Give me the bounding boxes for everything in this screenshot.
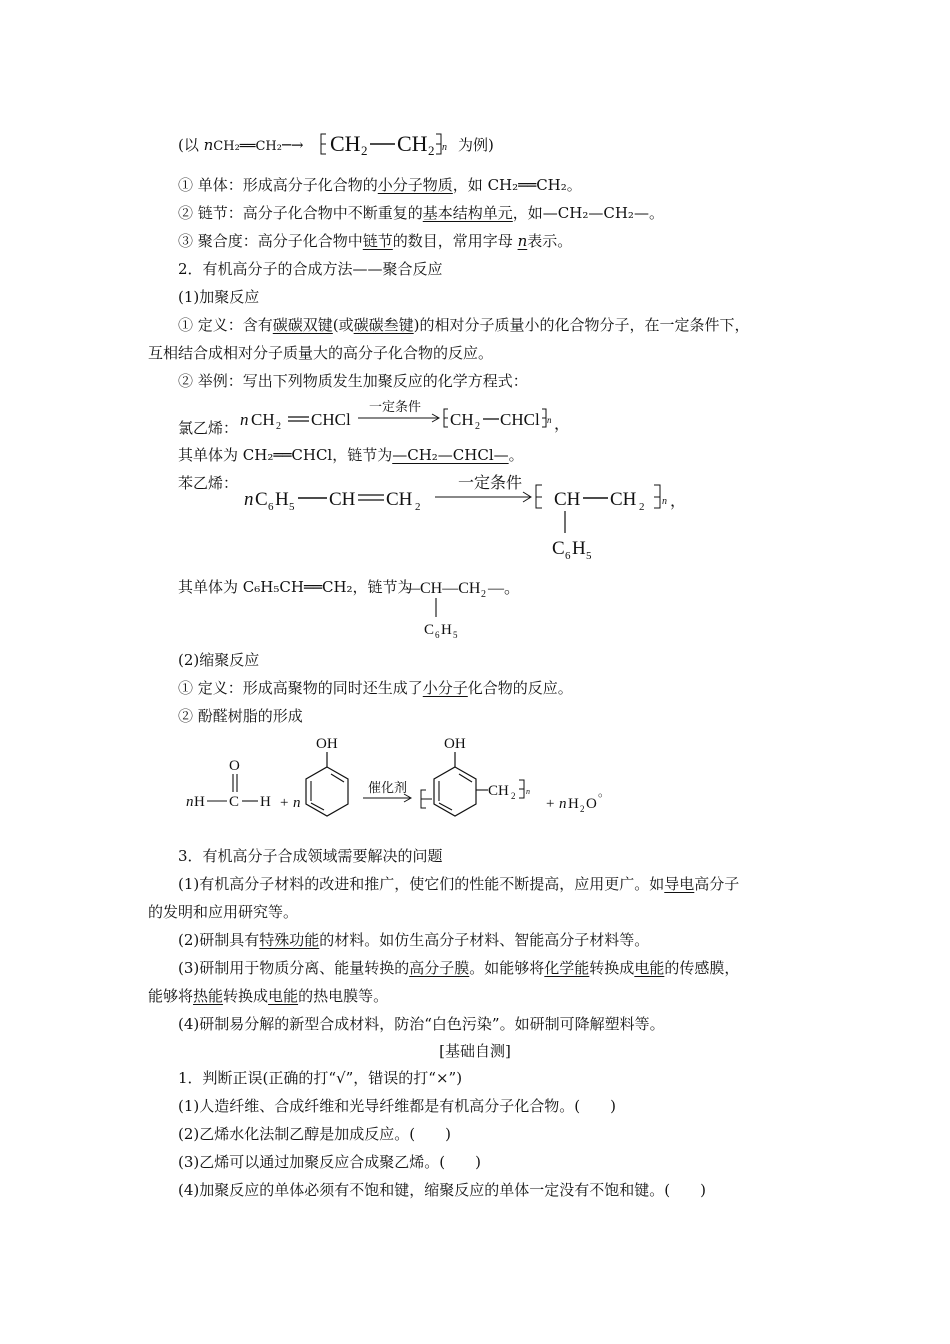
section3-p3-mid1: 。如能够将 — [469, 959, 545, 977]
product-ch: CH — [488, 783, 509, 799]
pe-sub-b: 2 — [428, 143, 435, 158]
addition-example-intro: ② 举例：写出下列物质发生加聚反应的化学方程式： — [178, 372, 528, 390]
concept-degree-post: 表示。 — [527, 232, 573, 250]
pr-n3: n — [559, 796, 567, 812]
section3-p1-line2: 的发明和应用研究等。 — [148, 903, 299, 921]
section3-p3-key1: 高分子膜 — [409, 959, 470, 977]
product-ring-db2 — [439, 803, 452, 810]
st-condition: 一定条件 — [458, 475, 523, 492]
bracket-right — [436, 134, 441, 154]
concept-degree-pre: ③ 聚合度：高分子化合物中 — [178, 232, 363, 250]
pr-h1: H — [194, 794, 205, 810]
phenolic-resin-equation — [180, 730, 640, 840]
st-n: n — [244, 489, 254, 510]
pr-water-h: H — [568, 796, 579, 812]
vc-monomer-post: 。 — [508, 446, 524, 464]
st-product-sub2: 2 — [639, 501, 645, 513]
section3-p3-l2-post: 的热电膜等。 — [298, 987, 389, 1005]
pr-bracket-right — [519, 780, 524, 798]
pe-ch-b: CH — [397, 131, 428, 156]
pr-n-sub: n — [526, 787, 530, 796]
phenol-ring — [306, 767, 348, 816]
addition-def-key2: 碳碳叁键 — [353, 316, 414, 334]
concept-chain-post: ，如—CH₂—CH₂—。 — [512, 204, 664, 222]
section3-p3-l2-mid: 转换成 — [223, 987, 269, 1005]
vinyl-chloride-equation — [240, 397, 580, 437]
vc-condition: 一定条件 — [369, 399, 422, 414]
example-monomer: CH₂══CH₂ — [213, 139, 282, 154]
section3-p3-mid2: 转换成 — [589, 959, 635, 977]
addition-def-key1: 碳碳双键 — [272, 316, 333, 334]
st-bracket-right — [654, 485, 660, 508]
pr-bracket-left — [421, 790, 432, 808]
st-unit-pre: —CH—CH — [404, 580, 481, 597]
st-sub-h5: 5 — [586, 550, 592, 562]
section3-title: 3．有机高分子合成领域需要解决的问题 — [178, 847, 443, 865]
condensation-def-post: 化合物的反应。 — [467, 679, 573, 697]
vc-bracket-left — [444, 409, 448, 427]
addition-def-mid2: )的相对分子质量小的化合物分子，在一定条件下， — [413, 316, 750, 334]
section3-p3-line2 — [148, 986, 388, 1006]
section3-p1 — [178, 874, 739, 894]
st-unit-c6: 6 — [435, 630, 440, 640]
addition-title: (1)加聚反应 — [178, 288, 260, 306]
example-line — [178, 135, 304, 157]
concept-degree-mid: 的数目，常用字母 — [392, 232, 518, 250]
st-unit-h: H — [441, 622, 452, 638]
example-arrow: ─→ — [281, 136, 304, 154]
concept-degree — [178, 231, 572, 251]
self-test-header: [基础自测] — [439, 1042, 511, 1060]
vc-n: n — [240, 410, 249, 429]
condensation-title: (2)缩聚反应 — [178, 651, 260, 669]
section2-title: 2．有机高分子的合成方法——聚合反应 — [178, 260, 443, 278]
concept-degree-key: 链节 — [362, 232, 393, 250]
concept-monomer — [178, 175, 582, 195]
phenol-oh: OH — [316, 736, 338, 752]
condensation-def-pre: ① 定义：形成高聚物的同时还生成了 — [178, 679, 423, 697]
self-test-item: (3)乙烯可以通过加聚反应合成聚乙烯。( ) — [178, 1153, 481, 1171]
bracket-left — [321, 134, 326, 154]
st-unit-sub2: 2 — [481, 589, 486, 600]
st-ch2-sub: 2 — [415, 501, 421, 513]
pr-catalyst: 催化剂 — [368, 780, 408, 795]
phenol-ring-db2 — [311, 803, 324, 810]
vc-product-ch: CH — [450, 410, 474, 429]
section3-p3 — [178, 958, 739, 978]
vc-monomer-pre: 其单体为 CH₂══CHCl，链节为 — [178, 446, 393, 464]
product-oh: OH — [444, 736, 466, 752]
addition-def-line1 — [178, 315, 750, 335]
vc-n-sub: n — [547, 415, 552, 425]
st-ch2: CH — [386, 489, 413, 510]
section3-p4: (4)研制易分解的新型合成材料，防治“白色污染”。如研制可降解塑料等。 — [178, 1015, 665, 1033]
self-test-item: (4)加聚反应的单体必须有不饱和键，缩聚反应的单体一定没有不饱和键。( ) — [178, 1181, 706, 1199]
styrene-label: 苯乙烯： — [178, 474, 239, 492]
pe-n: n — [442, 142, 447, 153]
section3-p2-post: 的材料。如仿生高分子材料、智能高分子材料等。 — [319, 931, 650, 949]
vc-ch: CH — [251, 410, 275, 429]
vc-sub2: 2 — [276, 421, 281, 432]
phenolic-title: ② 酚醛树脂的形成 — [178, 707, 303, 725]
pr-plus1: + — [280, 795, 289, 811]
concept-chain — [178, 203, 664, 223]
pr-plus2: + — [546, 796, 555, 812]
pr-h2: H — [260, 794, 271, 810]
vinyl-chloride-monomer — [178, 445, 524, 465]
st-c: C — [255, 489, 268, 510]
self-test-item: (2)乙烯水化法制乙醇是加成反应。( ) — [178, 1125, 451, 1143]
section3-p1-key: 导电 — [664, 875, 695, 893]
vc-comma: ， — [554, 416, 571, 433]
condensation-def — [178, 678, 573, 698]
st-unit-c: C — [424, 622, 435, 638]
concept-chain-key: 基本结构单元 — [422, 204, 513, 222]
pr-water-o: O — [586, 796, 597, 812]
concept-monomer-post: ，如 CH₂══CH₂。 — [452, 176, 582, 194]
styrene-monomer: 其单体为 C₆H₅CH══CH₂，链节为 — [178, 578, 413, 596]
pe-sub-a: 2 — [361, 143, 368, 158]
concept-monomer-key: 小分子物质 — [377, 176, 453, 194]
st-sub6: 6 — [268, 501, 274, 513]
concept-chain-pre: ② 链节：高分子化合物中不断重复的 — [178, 204, 423, 222]
section3-p3-key3: 电能 — [634, 959, 665, 977]
vc-chcl: CHCl — [311, 410, 351, 429]
section3-p2-key: 特殊功能 — [259, 931, 320, 949]
section3-p3-pre: (3)研制用于物质分离、能量转换的 — [178, 959, 410, 977]
styrene-chain-unit — [404, 572, 554, 642]
st-sub5: 5 — [289, 501, 295, 513]
example-prefix: (以 — [178, 136, 204, 154]
addition-def-mid1: (或 — [332, 316, 354, 334]
st-ch: CH — [329, 489, 356, 510]
section3-p3-post: 的传感膜， — [664, 959, 740, 977]
condensation-def-key: 小分子 — [422, 679, 468, 697]
section3-p1-post: 高分子 — [694, 875, 740, 893]
pr-n1: n — [186, 794, 194, 810]
concept-monomer-pre: ① 单体：形成高分子化合物的 — [178, 176, 378, 194]
pr-period: 。 — [598, 785, 611, 799]
addition-def-pre: ① 定义：含有 — [178, 316, 273, 334]
section3-p1-pre: (1)有机高分子材料的改进和推广，使它们的性能不断提高，应用更广。如 — [178, 875, 665, 893]
st-unit-post: —。 — [488, 580, 521, 597]
section3-p2-pre: (2)研制具有 — [178, 931, 260, 949]
example-n: n — [203, 136, 214, 154]
st-sub-c: C — [552, 538, 565, 559]
st-unit-h5: 5 — [453, 630, 458, 640]
st-sub-h: H — [572, 538, 586, 559]
self-test-item: (1)人造纤维、合成纤维和光导纤维都是有机高分子化合物。( ) — [178, 1097, 616, 1115]
st-h: H — [275, 489, 289, 510]
vc-product-chcl: CHCl — [500, 410, 540, 429]
concept-degree-n: n — [517, 232, 528, 250]
styrene-equation — [240, 470, 700, 565]
pr-c: C — [229, 794, 240, 810]
section3-p2 — [178, 930, 649, 950]
vinyl-chloride-label: 氯乙烯： — [178, 419, 239, 437]
st-sub-c6: 6 — [565, 550, 571, 562]
example-suffix: 为例) — [458, 136, 494, 154]
vc-bracket-right — [542, 409, 546, 427]
vc-product-sub2: 2 — [475, 421, 480, 432]
vc-monomer-key: —CH₂—CHCl— — [392, 446, 509, 464]
pr-n2: n — [293, 795, 301, 811]
self-test-q1: 1．判断正误(正确的打“√”，错误的打“×”) — [178, 1069, 463, 1087]
st-product-ch2: CH — [610, 489, 637, 510]
section3-p3-l2-pre: 能够将 — [148, 987, 194, 1005]
st-n-sub: n — [662, 496, 667, 507]
product-ring — [434, 767, 476, 816]
st-comma: ， — [670, 493, 687, 510]
section3-p3-l2-key1: 热能 — [193, 987, 224, 1005]
pr-o: O — [229, 758, 240, 774]
pe-ch-a: CH — [330, 131, 361, 156]
st-bracket-left — [536, 485, 542, 508]
addition-def-line2: 互相结合成相对分子质量大的高分子化合物的反应。 — [148, 344, 494, 362]
section3-p3-l2-key2: 电能 — [268, 987, 299, 1005]
pr-water-sub2: 2 — [580, 804, 585, 814]
product-ch-sub2: 2 — [511, 791, 516, 801]
st-product-ch: CH — [554, 489, 581, 510]
section3-p3-key2: 化学能 — [544, 959, 590, 977]
polyethylene-formula — [318, 128, 458, 160]
